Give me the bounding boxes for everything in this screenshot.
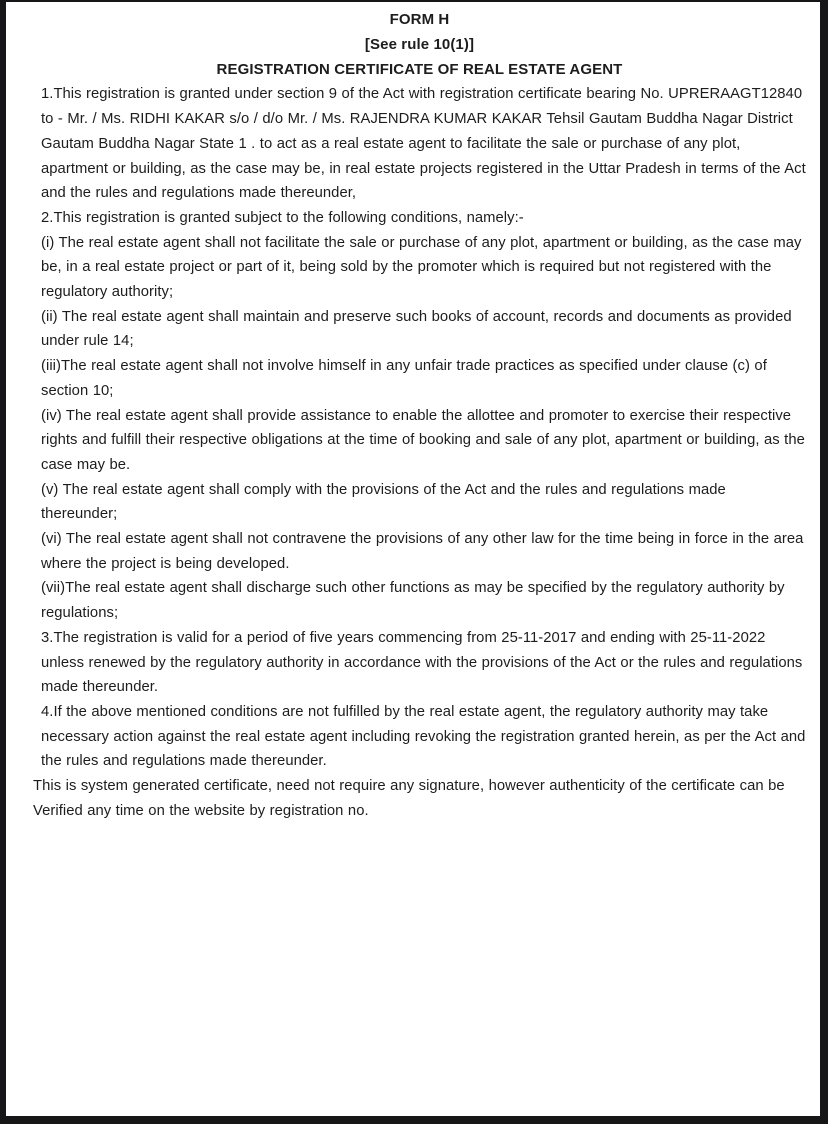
para-conditions-intro: 2.This registration is granted subject to the following conditions, namely:- — [41, 209, 524, 226]
para-revocation: 4.If the above mentioned conditions are not fulfilled by the real estate agent, the regulatory authority may take necessary action against the real estate agent including revoking the registration granted herein, as per the Act and the rules and regulations made thereunder. — [41, 703, 806, 770]
para-registration-grant: 1.This registration is granted under section 9 of the Act with registration certificate bearing No. UPRERAAGT12840 to - Mr. / Ms. RIDHI KAKAR s/o / d/o Mr. / Ms. RAJENDRA KUMAR KAKAR Tehsil Gautam Buddha Nagar District Gautam Buddha Nagar State 1 . to act as a real estate agent to facilitate the sale or purchase of any plot, apartment or building, as the case may be, in real estate projects registered in the Uttar Pradesh in terms of the Act and the rules and regulations made thereunder, — [41, 86, 806, 202]
footer-note: This is system generated certificate, need not require any signature, however authenticity of the certificate can be Verified any time on the website by registration no. — [33, 778, 785, 819]
clause-iv: (iv) The real estate agent shall provide assistance to enable the allottee and promoter to exercise their respective rights and fulfill their respective obligations at the time of booking and sale of any plot, apartment or building, as the case may be. — [41, 407, 805, 473]
para-validity-period: 3.The registration is valid for a period of five years commencing from 25-11-2017 and ending with 25-11-2022 unless renewed by the regulatory authority in accordance with the provisions of the Act or the rules and regulations made thereunder. — [41, 629, 803, 696]
form-title: FORM H — [389, 11, 450, 28]
clause-ii: (ii) The real estate agent shall maintain and preserve such books of account, records and documents as provided under rule 14; — [41, 308, 792, 350]
certificate-paper — [6, 2, 820, 1116]
clause-i: (i) The real estate agent shall not facilitate the sale or purchase of any plot, apartment or building, as the case may be, in a real estate project or part of it, being sold by the promoter which is required but not registered with the regulatory authority; — [41, 234, 802, 301]
clause-vii: (vii)The real estate agent shall discharge such other functions as may be specified by the regulatory authority by regulations; — [41, 580, 785, 622]
clause-iii: (iii)The real estate agent shall not involve himself in any unfair trade practices as specified under clause (c) of section 10; — [41, 358, 767, 399]
clause-v: (v) The real estate agent shall comply with the provisions of the Act and the rules and regulations made thereunder; — [41, 481, 726, 523]
clause-vi: (vi) The real estate agent shall not contravene the provisions of any other law for the time being in force in the area where the project is being developed. — [41, 531, 804, 572]
certificate-heading: REGISTRATION CERTIFICATE OF REAL ESTATE AGENT — [216, 60, 623, 78]
rule-reference: [See rule 10(1)] — [364, 35, 475, 53]
